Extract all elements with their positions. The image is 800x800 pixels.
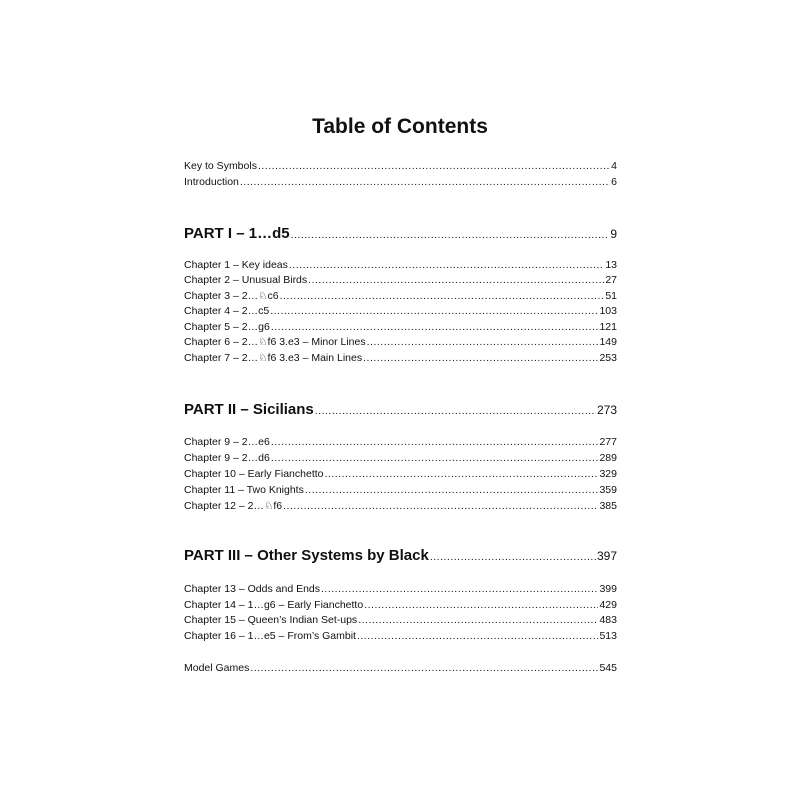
chapter-label: Chapter 10 – Early Fianchetto	[184, 468, 324, 480]
chapter-page: 253	[599, 352, 617, 364]
dot-leader	[308, 273, 604, 288]
chapter-page: 27	[605, 274, 617, 286]
dot-leader	[291, 225, 610, 245]
entry-label: Model Games	[184, 662, 250, 674]
toc-entry-introduction	[184, 175, 617, 190]
chapter-label: Chapter 5 – 2…g6	[184, 321, 270, 333]
dot-leader	[258, 159, 610, 174]
dot-leader	[321, 582, 598, 597]
dot-leader	[270, 304, 598, 319]
dot-leader	[280, 289, 605, 304]
chapter-label: Chapter 15 – Queen’s Indian Set-ups	[184, 614, 358, 626]
chapter-label: Chapter 4 – 2…c5	[184, 305, 270, 317]
dot-leader	[250, 661, 598, 676]
dot-leader	[315, 401, 596, 421]
chapter-page: 103	[599, 305, 617, 317]
toc-chapter	[184, 289, 617, 304]
toc-entry-model-games	[184, 661, 617, 676]
toc-chapter	[184, 258, 617, 273]
chapter-label: Chapter 2 – Unusual Birds	[184, 274, 308, 286]
chapter-page: 289	[599, 452, 617, 464]
page-title: Table of Contents	[312, 115, 488, 138]
dot-leader	[364, 598, 598, 613]
chapter-label: Chapter 9 – 2…e6	[184, 436, 270, 448]
chapter-label: Chapter 6 – 2…♘f6 3.e3 – Minor Lines	[184, 336, 366, 348]
part-label: PART II – Sicilians	[184, 401, 314, 418]
chapter-label: Chapter 1 – Key ideas	[184, 259, 288, 271]
chapter-label: Chapter 14 – 1…g6 – Early Fianchetto	[184, 599, 364, 611]
toc-chapter	[184, 483, 617, 498]
toc-part-1	[184, 224, 617, 245]
chapter-page: 13	[605, 259, 617, 271]
chapter-page: 51	[605, 290, 617, 302]
toc-chapter	[184, 320, 617, 335]
entry-label: Key to Symbols	[184, 160, 257, 172]
dot-leader	[367, 335, 599, 350]
chapter-page: 121	[599, 321, 617, 333]
chapter-label: Chapter 16 – 1…e5 – From’s Gambit	[184, 630, 356, 642]
dot-leader	[271, 451, 599, 466]
chapter-page: 149	[599, 336, 617, 348]
dot-leader	[363, 351, 598, 366]
chapter-page: 429	[599, 599, 617, 611]
chapter-page: 513	[599, 630, 617, 642]
part-page: 273	[596, 403, 617, 417]
dot-leader	[240, 175, 610, 190]
toc-part-2	[184, 400, 617, 421]
entry-label: Introduction	[184, 176, 239, 188]
dot-leader	[357, 629, 599, 644]
toc-chapter	[184, 629, 617, 644]
toc-chapter	[184, 304, 617, 319]
chapter-page: 359	[599, 484, 617, 496]
dot-leader	[358, 613, 598, 628]
entry-page: 4	[611, 160, 617, 172]
toc-chapter	[184, 598, 617, 613]
dot-leader	[325, 467, 599, 482]
part-page: 397	[596, 549, 617, 563]
dot-leader	[271, 320, 599, 335]
chapter-page: 329	[599, 468, 617, 480]
toc-entry-key-to-symbols	[184, 159, 617, 174]
toc-chapter	[184, 273, 617, 288]
dot-leader	[430, 547, 596, 567]
toc-chapter	[184, 613, 617, 628]
dot-leader	[305, 483, 599, 498]
entry-page: 545	[599, 662, 617, 674]
chapter-label: Chapter 12 – 2…♘f6	[184, 500, 283, 512]
toc-chapter	[184, 582, 617, 597]
part-label: PART I – 1…d5	[184, 225, 290, 242]
chapter-page: 385	[599, 500, 617, 512]
toc-chapter	[184, 451, 617, 466]
dot-leader	[289, 258, 604, 273]
chapter-label: Chapter 13 – Odds and Ends	[184, 583, 321, 595]
chapter-label: Chapter 9 – 2…d6	[184, 452, 270, 464]
dot-leader	[283, 499, 598, 514]
dot-leader	[271, 435, 599, 450]
chapter-label: Chapter 7 – 2…♘f6 3.e3 – Main Lines	[184, 352, 363, 364]
toc-chapter	[184, 435, 617, 450]
part-label: PART III – Other Systems by Black	[184, 547, 429, 564]
toc-chapter	[184, 351, 617, 366]
entry-page: 6	[611, 176, 617, 188]
toc-part-3	[184, 546, 617, 567]
toc-chapter	[184, 335, 617, 350]
toc-chapter	[184, 467, 617, 482]
toc-chapter	[184, 499, 617, 514]
chapter-page: 399	[599, 583, 617, 595]
part-page: 9	[610, 227, 617, 241]
chapter-label: Chapter 11 – Two Knights	[184, 484, 304, 496]
chapter-page: 277	[599, 436, 617, 448]
chapter-page: 483	[599, 614, 617, 626]
chapter-label: Chapter 3 – 2…♘c6	[184, 290, 279, 302]
